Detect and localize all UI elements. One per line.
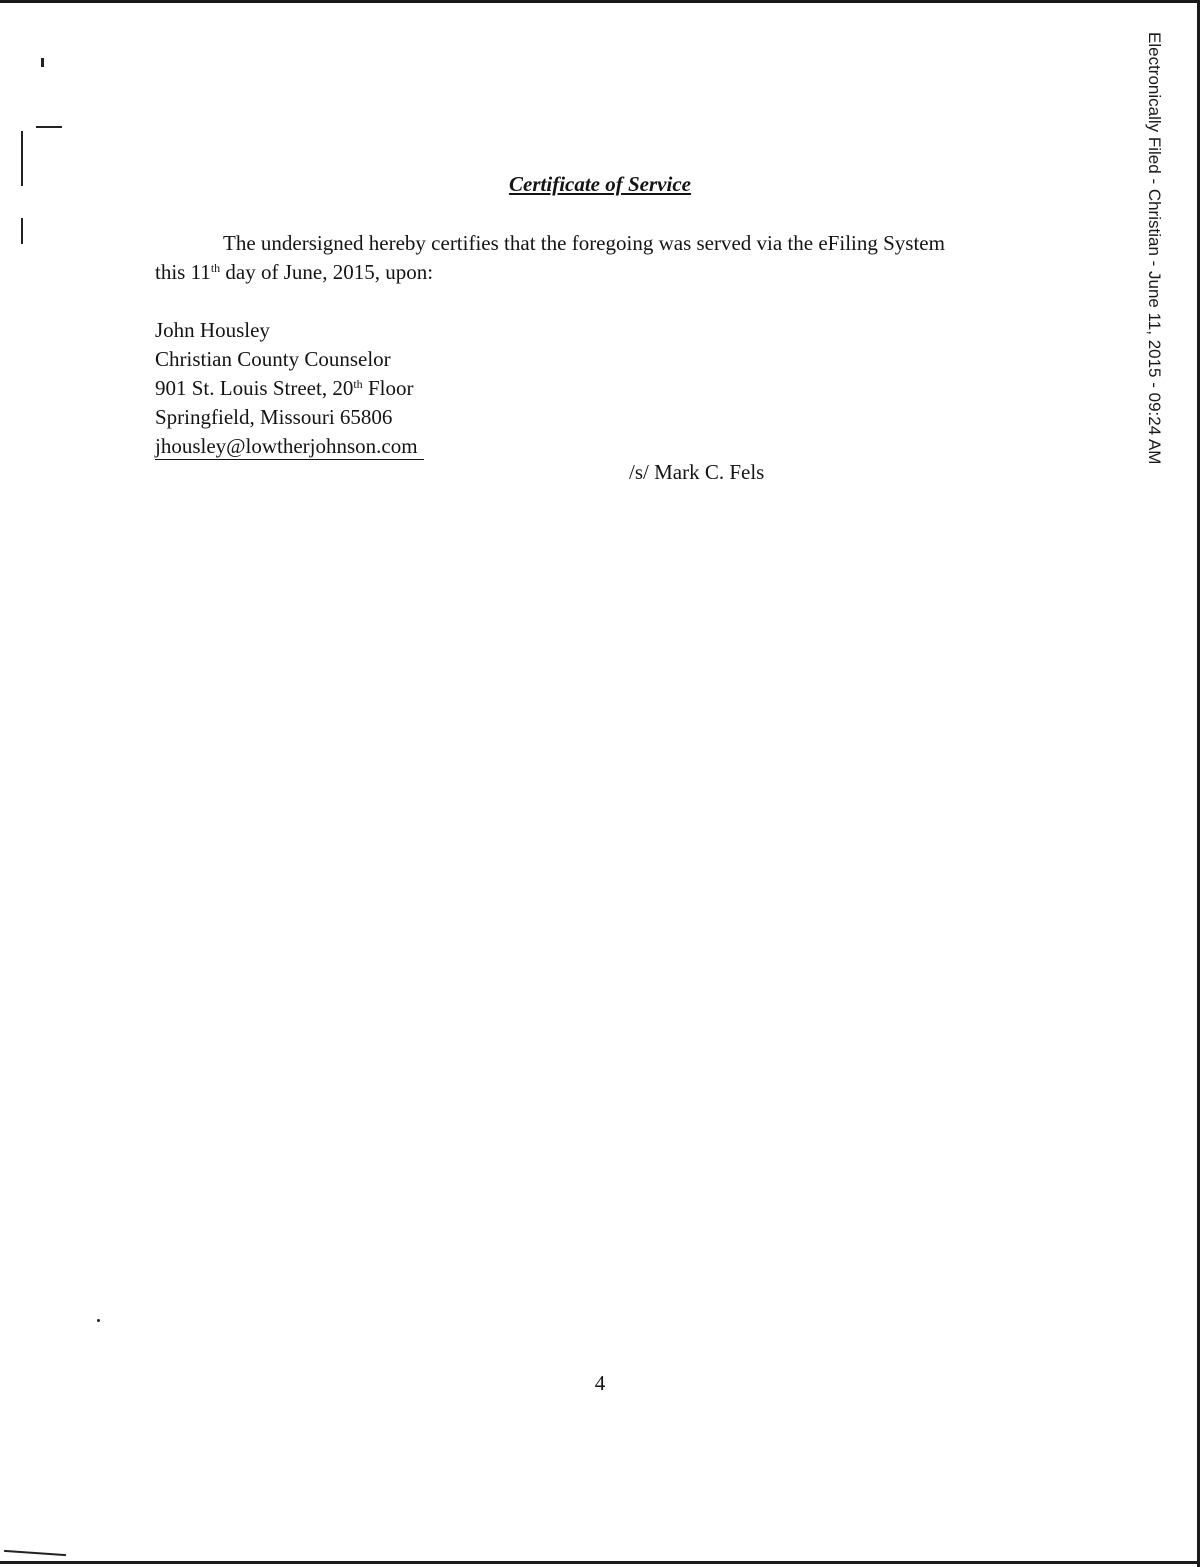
- recipient-street-end: Floor: [362, 376, 414, 400]
- signature: /s/ Mark C. Fels: [629, 460, 765, 484]
- page-number: 4: [594, 1371, 606, 1395]
- certification-line-2: [155, 260, 433, 284]
- recipient-email: jhousley@lowtherjohnson.com: [155, 434, 424, 460]
- certificate-title-text: Certificate of Service: [509, 172, 691, 196]
- scan-mark: [36, 126, 62, 128]
- recipient-city: Springfield, Missouri 65806: [155, 405, 393, 429]
- scan-border-bottom: [0, 1561, 1200, 1564]
- ordinal-suffix: th: [210, 261, 221, 275]
- certification-line-2-start: this 11: [155, 260, 211, 284]
- recipient-title: Christian County Counselor: [155, 347, 391, 371]
- certification-line-1: The undersigned hereby certifies that the foregoing was served via the eFiling System: [223, 231, 945, 255]
- certification-line-2-end: day of June, 2015, upon:: [220, 260, 434, 284]
- floor-ordinal-suffix: th: [353, 377, 363, 391]
- electronic-filing-stamp: [1134, 32, 1174, 522]
- scan-border-top: [0, 0, 1200, 3]
- scan-speck: [97, 1319, 100, 1322]
- recipient-name: John Housley: [155, 318, 270, 342]
- scan-mark: [21, 218, 23, 244]
- recipient-address-block: [155, 316, 424, 461]
- recipient-street: [155, 374, 424, 403]
- certification-paragraph: [155, 229, 1045, 287]
- scan-speck: [41, 58, 44, 67]
- electronic-filing-stamp-text: Electronically Filed - Christian - June 11, 2015 - 09:24 AM: [1145, 32, 1164, 465]
- recipient-street-start: 901 St. Louis Street, 20: [155, 376, 354, 400]
- certificate-title: [0, 172, 1200, 197]
- scan-mark: [4, 1550, 66, 1556]
